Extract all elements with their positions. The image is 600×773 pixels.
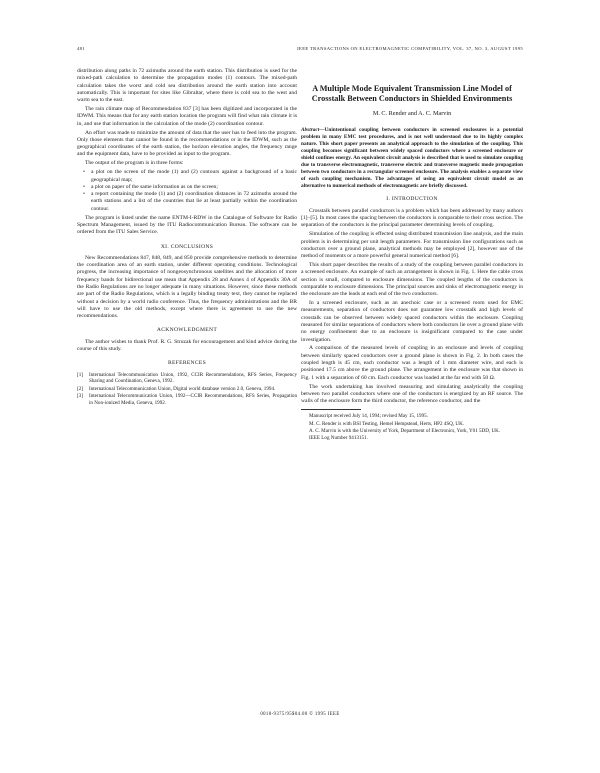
abstract-label: Abstract— — [301, 127, 325, 134]
paragraph: The author wishes to thank Prof. R. G. Struzak for encouragement and kind advice during the course of this study. — [77, 338, 297, 353]
reference-text: International Telecommunication Union, 1992, CCIR Recommendations, RFS Series, Frequency Sharing and Coordination, Geneva, 1992. — [89, 371, 297, 385]
footnotes — [301, 413, 523, 441]
right-column — [301, 68, 523, 442]
footnote-divider — [301, 409, 361, 410]
paragraph: The work undertaking has involved measuring and simulating analytically the coupling between two parallel conductors where one of the conductors is energized by an RF source. The walls of the enclosure form the third conductor, the reference conductor, and the — [301, 383, 523, 405]
footnote: M. C. Render is with BSI Testing, Hemel Hempstead, Herts, HP2 4SQ, UK. — [309, 420, 465, 427]
journal-header: IEEE TRANSACTIONS ON ELECTROMAGNETIC COMPATIBILITY, VOL. 37, NO. 3, AUGUST 1995 — [297, 46, 523, 51]
paragraph: The rain climate map of Recommendation 837 [3] has been digitized and incorporated in the IDWM. This means that for any earth station location the program will find what rain climate it is in, and use that information in the calculation of the mode (2) coordination contour. — [77, 106, 297, 127]
paragraph: The output of the program is in three forms: — [85, 160, 184, 167]
reference-text: International Telecommunication Union, Digital world database version 2.0, Geneva, 1994. — [89, 385, 276, 392]
page-number: 481 — [77, 46, 85, 51]
paragraph: Crosstalk between parallel conductors is a problem which has been addressed by many authors [1]–[5]. In most cases the spacing between the conductors is comparable to their cross section. The separation of the conductors is the principal parameter determining levels of coupling. — [301, 207, 523, 229]
copyright-identifier: 0018-9375/95$04.00 © 1995 IEEE — [260, 712, 340, 717]
section-heading-introduction: I. INTRODUCTION — [386, 196, 438, 203]
paragraph: New Recommendations 847, 848, 849, and 850 provide comprehensive methods to determine the coordination area of an earth station, under different operating conditions. Technological progress, the increasing importance of nongeosynchronous satellites and the allocation of more frequency bands for bidirectional use mean that Appendix 28 and Annex 4 of Appendix 30A of the Radio Regulations are no longer adequate in many situations. However, since these methods are part of the Radio Regulations, which is a legally binding treaty text, they cannot be replaced without a decision by a world radio conference. Thus, the frequency administrations and the BR will have to use the old methods, except where there is agreement to use the new recommendations. — [77, 254, 297, 320]
list-item: • a plot on paper of the same information as on the screen; — [91, 184, 297, 191]
footnote: Manuscript received July 14, 1994; revised May 15, 1995. — [309, 413, 428, 420]
list-item: • a plot on the screen of the mode (1) and (2) contours against a background of a basic geographical map; — [91, 169, 297, 184]
reference-item — [77, 393, 297, 406]
reference-item — [77, 372, 297, 385]
section-heading-references: REFERENCES — [167, 360, 207, 367]
paper-title: A Multiple Mode Equivalent Transmission Line Model of Crosstalk Between Conductors in Shielded Environments — [311, 84, 513, 103]
paragraph: This short paper describes the results of a study of the coupling between parallel conductors in a screened enclosure. An example of such an arrangement is shown in Fig. 1. Here the cable cross section is small, compared to enclosure dimensions. The coupled lengths of the conductors is comparable to enclosure dimensions. The principal sources and sinks of electromagnetic energy in the enclosure are the leads at each end of the two conductors. — [301, 262, 523, 298]
abstract-text: Unintentional coupling between conductors in screened enclosures is a potential problem in many EMC test procedures, and is not well understood due to its highly complex nature. This short paper presents an analytical approach to the simulation of the coupling. This coupling becomes significant between widely spaced conductors where a screened enclosure or shield confines energy. An equivalent circuit analysis is described that is used to simulate coupling due to transverse electromagnetic, transverse electric and transverse magnetic mode propagation between two conductors in a rectangular screened enclosure. The analysis enables a separate view of each coupling mechanism. The advantages of using an equivalent circuit model as an alternative to numerical methods of electromagnetic are briefly discussed. — [301, 127, 523, 189]
paragraph: A comparison of the measured levels of coupling in an enclosure and levels of coupling between similarly spaced conductors over a ground plane is shown in Fig. 2. In both cases the coupled length is 45 cm, each conductor was a length of 1 mm diameter wire, and each is positioned 17.5 cm above the ground plane. The arrangement in the enclosure was that shown in Fig. 1 with a separation of 60 cm. Each conductor was loaded at the far end with 50 Ω. — [301, 345, 523, 381]
paragraph: distribution along paths in 72 azimuths around the earth station. This distribution is used for the mixed-path calculation to determine the propagation modes (1) contours. The mixed-path calculation takes the worst and cold sea distribution around the earth station into account automatically. This is important for sites like Gibraltar, where there is cold sea to the west and warm sea to the east. — [77, 68, 297, 104]
reference-list — [77, 372, 297, 407]
reference-number: [1] — [77, 371, 83, 378]
list-item: • a report containing the mode (1) and (2) coordination distances in 72 azimuths around the earth stations and a list of the countries that lie at least partially within the coordination contour. — [91, 191, 297, 213]
footnote: A. C. Marvin is with the University of York, Department of Electronics, York, Y01 5DD, UK. — [309, 427, 501, 434]
paragraph: An effort was made to minimize the amount of data that the user has to feed into the program. Only those elements that cannot be found in the recommendations or in the IDWM, such as the geographical coordinates of the earth station, the horizon elevation angles, the frequency range and the equipment data, have to be provided as input to the program. — [77, 129, 297, 158]
section-heading-acknowledgment: ACKNOWLEDGMENT — [156, 327, 218, 334]
reference-number: [2] — [77, 385, 83, 392]
reference-item — [77, 386, 297, 393]
reference-text: International Telecommunication Union, 1992—CCIR Recommendations, RFS Series, Propagation in Non-ionized Media, Geneva, 1992. — [89, 393, 297, 406]
footnote: IEEE Log Number 9413151. — [309, 435, 368, 441]
section-heading-conclusions: XI. CONCLUSIONS — [160, 243, 214, 250]
paragraph: The program is listed under the name ENTM-I-RDW in the Catalogue of Software for Radio Spectrum Management, issued by the ITU Radiocommunication Bureau. The software can be ordered from the ITU Sales Service. — [77, 214, 297, 236]
paper-authors: M. C. Render and A. C. Marvin — [372, 110, 452, 117]
running-head — [77, 46, 523, 54]
paragraph: In a screened enclosure, such as an anechoic case or a screened room used for EMC measurements, separation of conductors does not guarantee low crosstalk and high levels of crosstalk can be observed between widely spaced conductors within the enclosure. Coupling measured for similar separations of conductors where both conductors lie over a ground plane with no energy confinement due to an enclosure is insignificant compared to the case under investigation. — [301, 300, 523, 343]
reference-number: [3] — [77, 393, 83, 400]
left-column — [77, 68, 297, 407]
paragraph: Simulation of the coupling is effected using distributed transmission line analysis, and the main problem is in determining per unit length parameters. For transmission line configurations such as conductors over a ground plane, analytical methods may be employed [2], however use of the method of moments or a more powerful general numerical method [6]. — [301, 231, 523, 260]
abstract — [301, 127, 523, 189]
output-forms-list — [77, 169, 297, 213]
